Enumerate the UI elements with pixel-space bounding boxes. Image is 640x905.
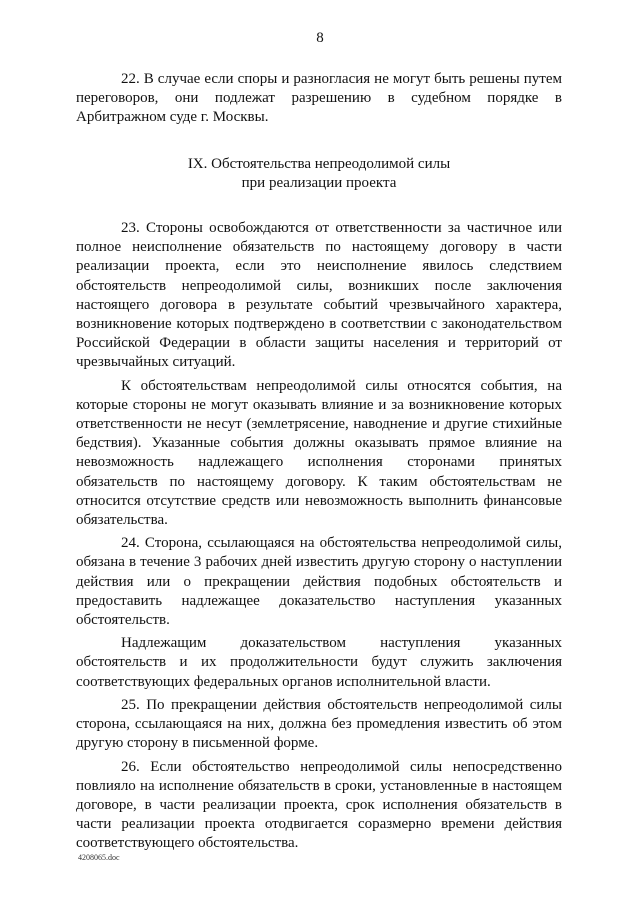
paragraph-24: 24. Сторона, ссылающаяся на обстоятельства непреодолимой силы, обязана в течение 3 рабочих дней известить другую сторону о наступлении действия или о прекращении действия подобных обстоятельств и предоставить надлежащее доказательство наступления указанных обстоятельств.	[76, 535, 562, 629]
paragraph-23-continuation: К обстоятельствам непреодолимой силы относятся события, на которые стороны не могут оказывать влияние и за возникновение которых ответственности не несут (землетрясение, наводнение и другие стихийные бедствия). Указанные события должны оказывать прямое влияние на невозможность надлежащего исполнения сторонами принятых обязательств по настоящему договору. К таким обстоятельствам не относится отсутствие средств или невозможность выполнить финансовые обязательства.	[76, 377, 562, 529]
paragraph-25: 25. По прекращении действия обстоятельств непреодолимой силы сторона, ссылающаяся на них, должна без промедления известить об этом другую сторону в письменной форме.	[76, 696, 562, 752]
document-body	[76, 70, 562, 854]
footer-filename: 4208065.doc	[78, 853, 120, 862]
section-heading	[76, 155, 562, 193]
paragraph-22: 22. В случае если споры и разногласия не могут быть решены путем переговоров, они подлежат разрешению в судебном порядке в Арбитражном суде г. Москвы.	[76, 71, 562, 126]
paragraph-23: 23. Стороны освобождаются от ответственности за частичное или полное неисполнение обязательств по настоящему договору в части реализации проекта, если это неисполнение явилось следствием обстоятельств непреодолимой силы, возникших после заключения настоящего договора в результате событий чрезвычайного характера, возникновение которых подтверждено в соответствии с законодательством Российской Федерации в области защиты населения и территорий от чрезвычайных ситуаций.	[76, 220, 562, 371]
section-title-line-2: при реализации проекта	[241, 174, 397, 191]
paragraph-24-continuation: Надлежащим доказательством наступления указанных обстоятельств и их продолжительности будут служить заключения соответствующих федеральных органов исполнительной власти.	[76, 635, 562, 690]
section-title-line-1: IX. Обстоятельства непреодолимой силы	[187, 155, 451, 172]
page-number: 8	[316, 30, 324, 46]
paragraph-26: 26. Если обстоятельство непреодолимой силы непосредственно повлияло на исполнение обязательств в сроки, установленные в настоящем договоре, в части реализации проекта, срок исполнения обязательств в части реализации проекта отодвигается соразмерно времени действия соответствующего обстоятельства.	[76, 758, 562, 852]
